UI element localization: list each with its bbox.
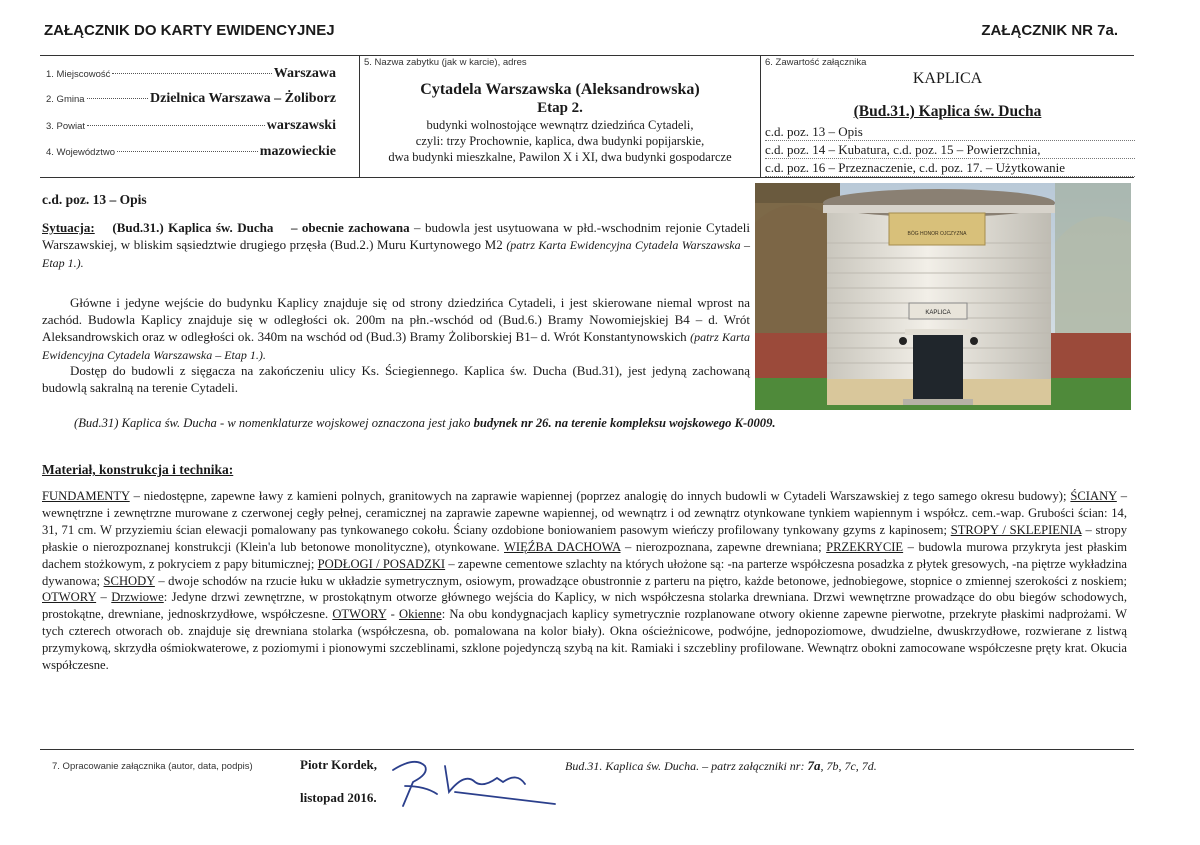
- term-drzwiowe: Drzwiowe: [111, 590, 164, 605]
- term-wiezba: WIĘŹBA DACHOWA: [504, 539, 621, 554]
- footer-line: [40, 749, 1134, 750]
- material-heading: Materiał, konstrukcja i technika:: [42, 462, 234, 477]
- section5-label: 5. Nazwa zabytku (jak w karcie), adres: [364, 57, 527, 68]
- content-line: c.d. poz. 13 – Opis: [765, 123, 1135, 141]
- monument-line: czyli: trzy Prochownie, kaplica, dwa budynki popijarskie,: [415, 134, 705, 148]
- content-line: c.d. poz. 14 – Kubatura, c.d. poz. 15 – Powierzchnia,: [765, 141, 1135, 159]
- approach-paragraph: Dostęp do budowli z sięgacza na zakończeniu ulicy Ks. Ściegiennego. Kaplica św. Ducha (Bud.31), jest jedyną zachowaną budowlą sakralną na terenie Cytadeli.: [42, 363, 750, 395]
- box-top-line: [40, 55, 1134, 56]
- section6-label: 6. Zawartość załącznika: [765, 57, 867, 68]
- plaque-door-text: KAPLICA: [925, 310, 951, 316]
- attachment-title: ZAŁĄCZNIK DO KARTY EWIDENCYJNEJ: [44, 22, 335, 39]
- sytuacja-paragraph: Sytuacja: (Bud.31.) Kaplica św. Ducha – obecnie zachowana – budowla jest usytuowana w płd.-wschodnim rejonie Cytadeli Warszawskiej, w bliskim sąsiedztwie drugiego przęsła (Bud.2.) Muru Kurtynowego M2 (patrz Karta Ewidencyjna Cytadela Warszawska – Etap 1.).: [42, 220, 751, 270]
- attachment-number: ZAŁĄCZNIK NR 7a.: [981, 22, 1118, 39]
- field-miejscowosc: 1. Miejscowość Warszawa: [46, 66, 336, 81]
- term-sciany: ŚCIANY: [1070, 489, 1117, 503]
- content-list: [765, 123, 1135, 177]
- content-title: KAPLICA: [912, 70, 983, 87]
- section5-content: [360, 80, 760, 165]
- chapel-photo: [755, 183, 1131, 410]
- term-otwory: OTWORY: [42, 590, 97, 605]
- term-podlogi: PODŁOGI / POSADZKI: [317, 556, 446, 571]
- field-powiat: 3. Powiat warszawski: [46, 118, 336, 133]
- field-wojewodztwo: 4. Województwo mazowieckie: [46, 144, 336, 159]
- field-gmina: 2. Gmina Dzielnica Warszawa – Żoliborz: [46, 91, 336, 106]
- footer-author: Piotr Kordek,: [300, 757, 378, 772]
- material-description: FUNDAMENTY – niedostępne, zapewne ławy z kamieni polnych, granitowych na zaprawie wapiennej (poprzez analogię do innych budowli w Cytadeli Warszawskiej z tego samego okresu budowy); ŚCIANY – wewnętrzne i zewnętrzne murowane z czerwonej cegły pełnej, ceramicznej na zaprawie zapewne wapiennej, od wewnątrz i od zewnątrz otynkowane tynkiem wapiennym i współcz. cem.-wap. Grubości ścian: 14, 31, 71 cm. W przyziemiu ścian elewacji pomalowany pas tynkowanego cokołu. Ściany ozdobione boniowaniem pasowym wieńczy profilowany tynkowany gzyms z kapinosem; STROPY / SKLEPIENIA – stropy płaskie o nierozpoznanej konstrukcji (Klein'a lub betonowe monolityczne), otynkowane. WIĘŹBA DACHOWA – nierozpoznana, zapewne drewniana; PRZEKRYCIE – budowla murowa przykryta jest płaskim dachem stożkowym, z pokryciem z papy bitumicznej; PODŁOGI / POSADZKI – zapewne cementowe szlachty na których ułożone są: -na parterze współczesna posadzka z płytek gresowych, -na piętrze wykładzina dywanowa; SCHODY – dwoje schodów na rzucie łuku w układzie symetrycznym, osiowym, prowadzące obustronnie z parteru na piętro, każde betonowe, jednobiegowe, stopnice o zmiennej szerokości z noskiem; OTWORY – Drzwiowe: Jedyne drzwi zewnętrzne, w prostokątnym otworze głównego wejścia do Kaplicy, w nich współczesna stolarka drewniana. Drzwi wewnętrzne prowadzące do obu biegów schodowych, prostokątne, drewniane, jednoskrzydłowe, współczesne. OTWORY - Okienne: Na obu kondygnacjach kaplicy symetrycznie rozplanowane otwory okienne zapewne pierwotne, przekryte płaskimi nadprożami. W tych czterech otworach ob. znajduje się drewniana stolarka (współczesna, ob. pomalowana na kolor biały). Okna ościeżnicowe, podwójne, jednopoziomowe, dwudzielne, dwuskrzydłowe, rozwierane z listwą przymykową, skrzydła ośmiokwaterowe, z poziomymi i pionowymi szczeblinami, szklone pojedynczą szybą na kit. Ramiaki i szczebliny profilowane. Wewnątrz obokni zamocowane współczesne pręty krat. Okucia współczesne.: [42, 489, 1128, 673]
- plaque-top-text: BÓG HONOR OJCZYZNA: [907, 231, 967, 237]
- footer-label: 7. Opracowanie załącznika (autor, data, podpis): [52, 761, 253, 772]
- author-signature: [385, 752, 565, 812]
- opis-heading: c.d. poz. 13 – Opis: [42, 192, 147, 207]
- monument-line: budynki wolnostojące wewnątrz dziedzińca Cytadeli,: [426, 118, 694, 132]
- term-okienne: Okienne: [399, 607, 442, 622]
- monument-title: Cytadela Warszawska (Aleksandrowska): [420, 81, 700, 98]
- content-subtitle: (Bud.31.) Kaplica św. Ducha: [853, 103, 1042, 120]
- access-paragraph: Główne i jedyne wejście do budynku Kaplicy znajduje się od strony dziedzińca Cytadeli, i jest skierowane niemal wprost na zachód. Budowla Kaplicy znajduje się w odległości ok. 200m na płn.-wschód od (Bud.6.) Bramy Nowomiejskiej B4 – d. Wrót Aleksandrowskich oraz w odległości ok. 340m na wschód od (Bud.3) Bramy Żoliborskiej B1– d. Wrót Konstantynowskich (patrz Karta Ewidencyjna Cytadela Warszawska – Etap 1.).: [42, 295, 750, 362]
- term-przekrycie: PRZEKRYCIE: [826, 539, 904, 554]
- monument-stage: Etap 2.: [537, 100, 583, 116]
- term-fundamenty: FUNDAMENTY: [42, 489, 130, 503]
- box-bottom-line: [40, 177, 1134, 178]
- military-note: (Bud.31) Kaplica św. Ducha - w nomenklaturze wojskowej oznaczona jest jako budynek nr 26. na terenie kompleksu wojskowego K-0009.: [74, 416, 776, 430]
- term-stropy: STROPY / SKLEPIENIA: [950, 522, 1082, 537]
- monument-line: dwa budynki mieszkalne, Pawilon X i XI, dwa budynki gospodarcze: [388, 150, 732, 164]
- footer-reference: Bud.31. Kaplica św. Ducha. – patrz załączniki nr: 7a, 7b, 7c, 7d.: [565, 758, 877, 773]
- chapel-photo-illustration: [755, 183, 1131, 410]
- content-line: c.d. poz. 16 – Przeznaczenie, c.d. poz. 17. – Użytkowanie: [765, 159, 1135, 177]
- term-schody: SCHODY: [103, 573, 155, 588]
- term-otwory: OTWORY: [332, 607, 387, 622]
- footer-date: listopad 2016.: [300, 790, 377, 805]
